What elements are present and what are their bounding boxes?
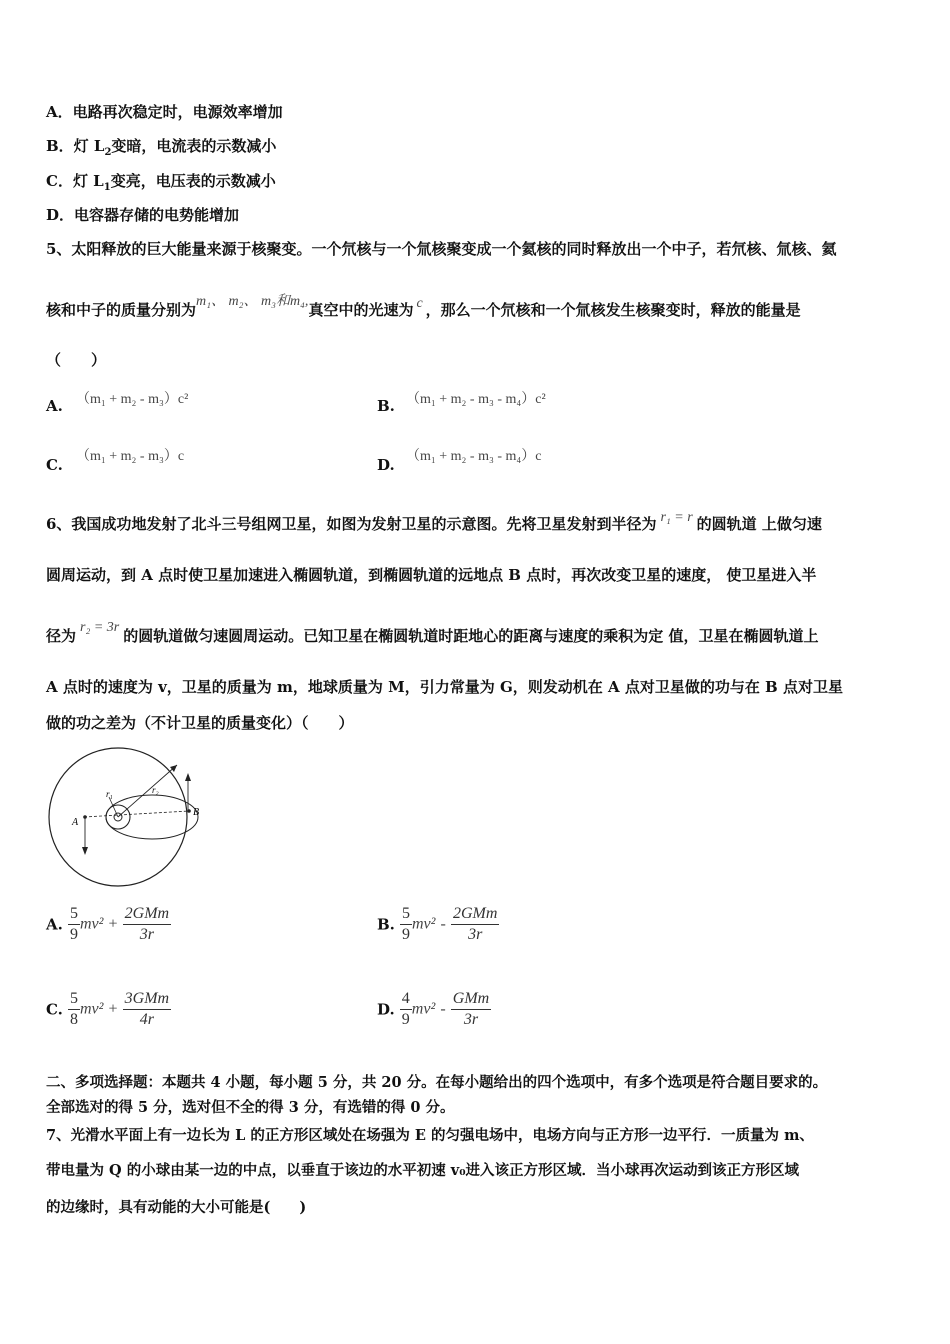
q4-option-d: D．电容器存储的电势能增加 [46, 206, 240, 224]
q4-option-c: C．灯 $L_1$变亮，电压表的示数减小 [46, 172, 276, 193]
label-b: B [193, 807, 200, 818]
label-a: A [72, 817, 79, 828]
q6-option-b: B. $\frac{5}{9}$ mv² - $\frac{\text{2GMm}}{3r}$ [377, 905, 498, 943]
q6-stem-line2: 圆周运动，到 A 点时使卫星加速进入椭圆轨道，到椭圆轨道的远地点 B 点时，再次改变卫星的速度， 使卫星进入半 [46, 566, 817, 584]
transfer-ellipse [106, 795, 198, 839]
q6-stem-line3: 径为 r₂ = 3r 的圆轨道做匀速圆周运动。已知卫星在椭圆轨道时距地心的距离与速度的乘积为定 值，卫星在椭圆轨道上 [46, 620, 819, 645]
orbit-diagram [44, 745, 204, 890]
q7-stem-line3: 的边缘时，具有动能的大小可能是( ) [46, 1199, 307, 1216]
q5-option-b-expr: （m₁ + m₂ - m₃ - m₄）c² [406, 392, 546, 407]
q6-stem-line5: 做的功之差为（不计卫星的质量变化）（ ） [46, 714, 354, 732]
q6-option-c: C. $\frac{5}{8}$ mv² + $\frac{\text{3GMm}}{4r}$ [46, 990, 170, 1028]
q5-masses: m₁、 m₂、 m₃和m₄, [196, 294, 309, 309]
q5-option-a: A. [46, 397, 63, 415]
q4-option-b: B．灯 $L_2$变暗，电流表的示数减小 [46, 137, 277, 158]
section2-heading-line1: 二、多项选择题：本题共 4 小题，每小题 5 分，共 20 分。在每小题给出的四个选项中，有多个选项是符合题目要求的。 [46, 1074, 828, 1091]
major-axis [84, 811, 189, 817]
q6-stem-line1: 6、我国成功地发射了北斗三号组网卫星，如图为发射卫星的示意图。先将卫星发射到半径为 r₁ = r 的圆轨道 上做匀速 [46, 510, 822, 533]
q6-option-a: A. $\frac{5}{9}$ mv² + $\frac{\text{2GMm}}{3r}$ [46, 905, 170, 943]
point-a-dot [83, 815, 87, 819]
q5-option-a-expr: （m₁ + m₂ - m₃）c² [76, 392, 189, 407]
label-r2: r₂ [152, 785, 159, 795]
section2-heading-line2: 全部选对的得 5 分，选对但不全的得 3 分，有选错的得 0 分。 [46, 1099, 455, 1116]
q5-answer-bracket: （ ） [46, 351, 107, 369]
q5-option-b: B. [377, 397, 395, 415]
q7-stem-line2: 带电量为 Q 的小球由某一边的中点，以垂直于该边的水平初速 v₀进入该正方形区域．当小球再次运动到该正方形区域 [46, 1162, 800, 1179]
q5-stem-line2: 核和中子的质量分别为m₁、 m₂、 m₃和m₄,真空中的光速为 c ，那么一个氘核和一个氚核发生核聚变时，释放的能量是 [46, 294, 801, 319]
q5-option-c: C. [46, 456, 63, 474]
q5-option-d: D. [377, 456, 395, 474]
velocity-b-arrow [185, 773, 191, 781]
q4-option-a: A．电路再次稳定时，电源效率增加 [46, 103, 283, 121]
label-r1: r₁ [106, 789, 113, 799]
q7-stem-line1: 7、光滑水平面上有一边长为 L 的正方形区域处在场强为 E 的匀强电场中，电场方向与正方形一边平行．一质量为 m、 [46, 1127, 814, 1144]
point-b-dot [187, 809, 191, 813]
radius-r2-arrow [170, 765, 177, 772]
q6-option-d: D. $\frac{4}{9}$ mv² - $\frac{\text{GMm}}{3r}$ [377, 990, 490, 1028]
q5-option-c-expr: （m₁ + m₂ - m₃）c [76, 449, 185, 464]
velocity-a-arrow [82, 847, 88, 855]
radius-r2 [118, 765, 177, 817]
q5-stem-line1: 5、太阳释放的巨大能量来源于核聚变。一个氘核与一个氚核聚变成一个氦核的同时释放出一个中子，若氘核、氚核、氦 [46, 240, 837, 258]
q6-stem-line4: A 点时的速度为 v，卫星的质量为 m，地球质量为 M，引力常量为 G，则发动机在 A 点对卫星做的功与在 B 点对卫星 [46, 678, 843, 696]
q5-option-d-expr: （m₁ + m₂ - m₃ - m₄）c [406, 449, 542, 464]
